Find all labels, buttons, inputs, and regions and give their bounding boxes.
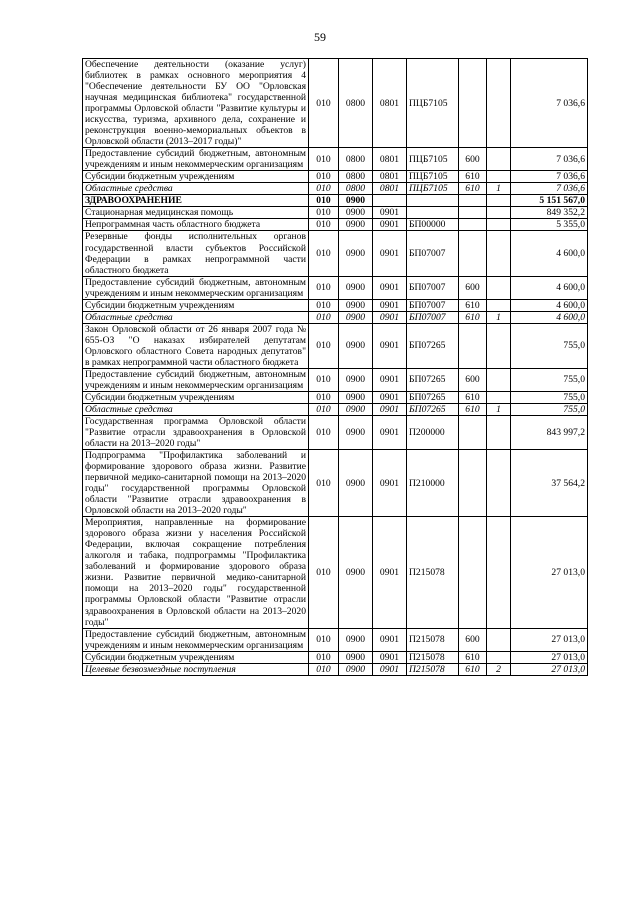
table-row: [83, 391, 588, 403]
row-name-cell: Мероприятия, направленные на формирование здорового образа жизни у населения Российской Федерации, включая сокращение потребления алкоголя и табака, подпрограммы "Профилактика заболеваний и формирование здорового образа жизни. Развитие первичной медико-санитарной помощи на 2013–2020 годы" государственной программы Орловской области "Развитие отрасли здравоохранения в Орловской области на 2013–2020 годы": [83, 517, 309, 628]
table-row: [83, 403, 588, 415]
amount-cell: 4 600,0: [511, 299, 588, 311]
target-article-cell: БП07007: [407, 231, 459, 276]
amount-cell: 5 355,0: [511, 219, 588, 231]
funding-source-cell: [487, 219, 511, 231]
funding-source-cell: 2: [487, 663, 511, 675]
expense-type-cell: 610: [459, 663, 487, 675]
row-name-cell: Предоставление субсидий бюджетным, автономным учреждениям и иным некоммерческим организациям: [83, 368, 309, 391]
section-code-cell: 0900: [339, 195, 373, 207]
amount-cell: 7 036,6: [511, 171, 588, 183]
amount-cell: 27 013,0: [511, 517, 588, 628]
ministry-code-cell: 010: [309, 219, 339, 231]
ministry-code-cell: 010: [309, 391, 339, 403]
ministry-code-cell: 010: [309, 195, 339, 207]
section-code-cell: 0900: [339, 368, 373, 391]
amount-cell: 4 600,0: [511, 231, 588, 276]
ministry-code-cell: 010: [309, 663, 339, 675]
section-code-cell: 0800: [339, 59, 373, 148]
ministry-code-cell: 010: [309, 651, 339, 663]
row-name-cell: Субсидии бюджетным учреждениям: [83, 171, 309, 183]
ministry-code-cell: 010: [309, 276, 339, 299]
funding-source-cell: [487, 195, 511, 207]
row-name-cell: Областные средства: [83, 311, 309, 323]
section-code-cell: 0800: [339, 171, 373, 183]
budget-table-body: [83, 59, 588, 676]
ministry-code-cell: 010: [309, 148, 339, 171]
amount-cell: 755,0: [511, 391, 588, 403]
target-article-cell: БП07007: [407, 299, 459, 311]
subsection-code-cell: 0801: [373, 148, 407, 171]
page-number: 59: [314, 30, 326, 44]
target-article-cell: БП07265: [407, 368, 459, 391]
ministry-code-cell: 010: [309, 403, 339, 415]
table-row: [83, 663, 588, 675]
expense-type-cell: [459, 207, 487, 219]
table-row: [83, 171, 588, 183]
row-name-cell: Предоставление субсидий бюджетным, автономным учреждениям и иным некоммерческим организациям: [83, 148, 309, 171]
table-row: [83, 183, 588, 195]
expense-type-cell: [459, 219, 487, 231]
expense-type-cell: [459, 517, 487, 628]
section-code-cell: 0900: [339, 663, 373, 675]
table-row: [83, 219, 588, 231]
subsection-code-cell: 0901: [373, 403, 407, 415]
row-name-cell: Резервные фонды исполнительных органов государственной власти субъектов Российской Федерации в рамках непрограммной части областного бюджета: [83, 231, 309, 276]
ministry-code-cell: 010: [309, 517, 339, 628]
ministry-code-cell: 010: [309, 368, 339, 391]
row-name-cell: Предоставление субсидий бюджетным, автономным учреждениям и иным некоммерческим организациям: [83, 276, 309, 299]
expense-type-cell: 610: [459, 651, 487, 663]
expense-type-cell: [459, 450, 487, 517]
expense-type-cell: 600: [459, 628, 487, 651]
subsection-code-cell: 0901: [373, 651, 407, 663]
subsection-code-cell: 0901: [373, 368, 407, 391]
target-article-cell: ПЦБ7105: [407, 59, 459, 148]
table-row: [83, 299, 588, 311]
section-code-cell: 0900: [339, 207, 373, 219]
ministry-code-cell: 010: [309, 311, 339, 323]
subsection-code-cell: 0901: [373, 311, 407, 323]
target-article-cell: [407, 207, 459, 219]
expense-type-cell: 610: [459, 299, 487, 311]
funding-source-cell: [487, 391, 511, 403]
subsection-code-cell: 0901: [373, 207, 407, 219]
table-row: [83, 59, 588, 148]
section-code-cell: 0900: [339, 311, 373, 323]
section-code-cell: 0900: [339, 276, 373, 299]
expense-type-cell: [459, 59, 487, 148]
target-article-cell: П200000: [407, 415, 459, 449]
expense-type-cell: [459, 195, 487, 207]
ministry-code-cell: 010: [309, 323, 339, 368]
table-row: [83, 148, 588, 171]
target-article-cell: П215078: [407, 663, 459, 675]
target-article-cell: БП07265: [407, 323, 459, 368]
row-name-cell: Областные средства: [83, 403, 309, 415]
row-name-cell: Государственная программа Орловской области "Развитие отрасли здравоохранения в Орловской области на 2013–2020 годы": [83, 415, 309, 449]
funding-source-cell: 1: [487, 403, 511, 415]
subsection-code-cell: 0801: [373, 59, 407, 148]
subsection-code-cell: 0901: [373, 276, 407, 299]
funding-source-cell: 1: [487, 311, 511, 323]
funding-source-cell: [487, 368, 511, 391]
section-code-cell: 0900: [339, 231, 373, 276]
expense-type-cell: 610: [459, 403, 487, 415]
section-code-cell: 0900: [339, 651, 373, 663]
target-article-cell: П215078: [407, 651, 459, 663]
funding-source-cell: [487, 450, 511, 517]
funding-source-cell: [487, 231, 511, 276]
ministry-code-cell: 010: [309, 183, 339, 195]
expense-type-cell: [459, 415, 487, 449]
subsection-code-cell: 0901: [373, 299, 407, 311]
amount-cell: 4 600,0: [511, 276, 588, 299]
target-article-cell: П215078: [407, 517, 459, 628]
amount-cell: 7 036,6: [511, 183, 588, 195]
subsection-code-cell: 0901: [373, 450, 407, 517]
funding-source-cell: [487, 517, 511, 628]
row-name-cell: Предоставление субсидий бюджетным, автономным учреждениям и иным некоммерческим организациям: [83, 628, 309, 651]
section-code-cell: 0900: [339, 415, 373, 449]
table-row: [83, 323, 588, 368]
amount-cell: 755,0: [511, 403, 588, 415]
expense-type-cell: 610: [459, 171, 487, 183]
section-code-cell: 0900: [339, 628, 373, 651]
target-article-cell: БП07265: [407, 391, 459, 403]
target-article-cell: БП07007: [407, 276, 459, 299]
row-name-cell: Субсидии бюджетным учреждениям: [83, 299, 309, 311]
target-article-cell: БП00000: [407, 219, 459, 231]
amount-cell: 843 997,2: [511, 415, 588, 449]
subsection-code-cell: 0901: [373, 391, 407, 403]
amount-cell: 4 600,0: [511, 311, 588, 323]
row-name-cell: Закон Орловской области от 26 января 2007 года № 655-ОЗ "О наказах избирателей депутатам Орловского областного Совета народных депутатов" в рамках непрограммной части областного бюджета: [83, 323, 309, 368]
funding-source-cell: [487, 628, 511, 651]
table-row: [83, 517, 588, 628]
row-name-cell: Целевые безвозмездные поступления: [83, 663, 309, 675]
row-name-cell: Обеспечение деятельности (оказание услуг) библиотек в рамках основного мероприятия 4 "Обеспечение деятельности БУ ОО "Орловская научная медицинская библиотека" государственной программы Орловской области "Развитие культуры и искусства, туризма, архивного дела, сохранение и реконструкция военно-мемориальных объектов в Орловской области (2013–2017 годы)": [83, 59, 309, 148]
row-name-cell: Субсидии бюджетным учреждениям: [83, 651, 309, 663]
ministry-code-cell: 010: [309, 207, 339, 219]
target-article-cell: [407, 195, 459, 207]
amount-cell: 27 013,0: [511, 663, 588, 675]
ministry-code-cell: 010: [309, 231, 339, 276]
subsection-code-cell: 0801: [373, 171, 407, 183]
row-name-cell: Стационарная медицинская помощь: [83, 207, 309, 219]
ministry-code-cell: 010: [309, 171, 339, 183]
subsection-code-cell: 0901: [373, 323, 407, 368]
subsection-code-cell: 0901: [373, 628, 407, 651]
ministry-code-cell: 010: [309, 628, 339, 651]
section-code-cell: 0900: [339, 517, 373, 628]
section-code-cell: 0900: [339, 450, 373, 517]
row-name-cell: Областные средства: [83, 183, 309, 195]
subsection-code-cell: [373, 195, 407, 207]
row-name-cell: ЗДРАВООХРАНЕНИЕ: [83, 195, 309, 207]
row-name-cell: Субсидии бюджетным учреждениям: [83, 391, 309, 403]
amount-cell: 5 151 567,0: [511, 195, 588, 207]
amount-cell: 37 564,2: [511, 450, 588, 517]
subsection-code-cell: 0901: [373, 231, 407, 276]
amount-cell: 755,0: [511, 323, 588, 368]
target-article-cell: ПЦБ7105: [407, 171, 459, 183]
expense-type-cell: 610: [459, 311, 487, 323]
budget-table: [82, 58, 588, 676]
ministry-code-cell: 010: [309, 415, 339, 449]
section-code-cell: 0900: [339, 391, 373, 403]
subsection-code-cell: 0801: [373, 183, 407, 195]
table-row: [83, 207, 588, 219]
section-code-cell: 0800: [339, 148, 373, 171]
target-article-cell: БП07265: [407, 403, 459, 415]
amount-cell: 7 036,6: [511, 59, 588, 148]
target-article-cell: П215078: [407, 628, 459, 651]
subsection-code-cell: 0901: [373, 415, 407, 449]
section-code-cell: 0900: [339, 299, 373, 311]
table-row: [83, 276, 588, 299]
subsection-code-cell: 0901: [373, 663, 407, 675]
table-row: [83, 311, 588, 323]
amount-cell: 849 352,2: [511, 207, 588, 219]
table-row: [83, 651, 588, 663]
table-row: [83, 368, 588, 391]
row-name-cell: Подпрограмма "Профилактика заболеваний и формирование здорового образа жизни. Развитие первичной медико-санитарной помощи на 2013–2020 годы" государственной программы Орловской области "Развитие отрасли здравоохранения в Орловской области на 2013–2020 годы": [83, 450, 309, 517]
amount-cell: 27 013,0: [511, 628, 588, 651]
table-row: [83, 450, 588, 517]
funding-source-cell: [487, 323, 511, 368]
table-row: [83, 415, 588, 449]
table-row: [83, 195, 588, 207]
ministry-code-cell: 010: [309, 450, 339, 517]
section-code-cell: 0900: [339, 403, 373, 415]
ministry-code-cell: 010: [309, 299, 339, 311]
table-row: [83, 231, 588, 276]
ministry-code-cell: 010: [309, 59, 339, 148]
funding-source-cell: [487, 207, 511, 219]
funding-source-cell: [487, 415, 511, 449]
section-code-cell: 0900: [339, 219, 373, 231]
expense-type-cell: 600: [459, 148, 487, 171]
section-code-cell: 0800: [339, 183, 373, 195]
amount-cell: 755,0: [511, 368, 588, 391]
subsection-code-cell: 0901: [373, 219, 407, 231]
funding-source-cell: [487, 299, 511, 311]
target-article-cell: БП07007: [407, 311, 459, 323]
target-article-cell: П210000: [407, 450, 459, 517]
funding-source-cell: [487, 59, 511, 148]
expense-type-cell: [459, 231, 487, 276]
amount-cell: 7 036,6: [511, 148, 588, 171]
section-code-cell: 0900: [339, 323, 373, 368]
funding-source-cell: [487, 171, 511, 183]
row-name-cell: Непрограммная часть областного бюджета: [83, 219, 309, 231]
funding-source-cell: [487, 651, 511, 663]
target-article-cell: ПЦБ7105: [407, 183, 459, 195]
target-article-cell: ПЦБ7105: [407, 148, 459, 171]
subsection-code-cell: 0901: [373, 517, 407, 628]
expense-type-cell: 610: [459, 391, 487, 403]
expense-type-cell: 610: [459, 183, 487, 195]
amount-cell: 27 013,0: [511, 651, 588, 663]
table-row: [83, 628, 588, 651]
expense-type-cell: 600: [459, 368, 487, 391]
expense-type-cell: 600: [459, 276, 487, 299]
funding-source-cell: 1: [487, 183, 511, 195]
expense-type-cell: [459, 323, 487, 368]
funding-source-cell: [487, 148, 511, 171]
funding-source-cell: [487, 276, 511, 299]
